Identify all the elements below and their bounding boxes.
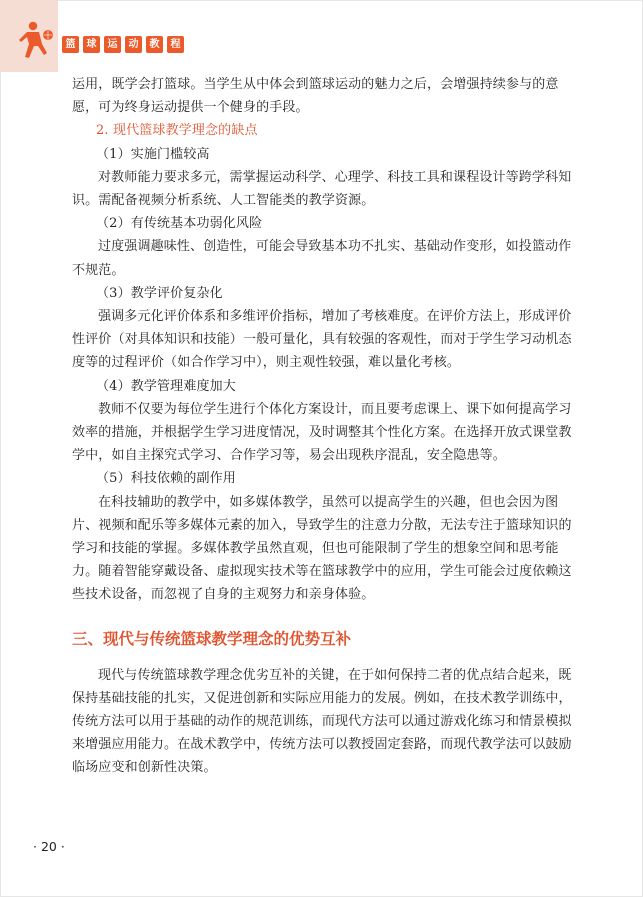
paragraph-item-3: 强调多元化评价体系和多维评价指标，增加了考核难度。在评价方法上，形成评价性评价（对具体知识和技能）一般可量化，具有较强的客观性，而对于学生学习动机态度等的过程评价（如合作学习中），则主观性较强，难以量化考核。: [72, 309, 572, 371]
title-char: 球: [83, 36, 100, 53]
paragraph-item-2: 过度强调趣味性、创造性，可能会导致基本功不扎实、基础动作变形，如投篮动作不规范。: [72, 239, 572, 278]
subheading-item-5: （5）科技依赖的副作用: [96, 471, 236, 487]
subheading-item-3: （3）教学评价复杂化: [96, 285, 223, 301]
title-char: 教: [146, 36, 163, 53]
subheading-disadvantages: 2. 现代篮球教学理念的缺点: [96, 123, 258, 139]
title-char: 程: [167, 36, 184, 53]
subheading-item-2: （2）有传统基本功弱化风险: [96, 216, 263, 232]
subheading-item-4: （4）教学管理难度加大: [96, 378, 236, 394]
paragraph-item-5: 在科技辅助的教学中，如多媒体教学，虽然可以提高学生的兴趣，但也会因为图片、视频和配乐等多媒体元素的加入，导致学生的注意力分散，无法专注于篮球知识的学习和技能的掌握。多媒体教学虽然直观，但也可能限制了学生的想象空间和思考能力。随着智能穿戴设备、虚拟现实技术等在篮球教学中的应用，学生可能会过度依赖这些技术设备，而忽视了自身的主观努力和亲身体验。: [72, 494, 572, 603]
paragraph-continuation: 运用，既学会打篮球。当学生从中体会到篮球运动的魅力之后，会增强持续参与的意愿，可为终身运动提供一个健身的手段。: [72, 77, 559, 116]
title-char: 篮: [62, 36, 79, 53]
paragraph-item-1: 对教师能力要求多元，需掌握运动科学、心理学、科技工具和课程设计等跨学科知识。需配备视频分析系统、人工智能类的教学资源。: [72, 169, 572, 209]
page-body: [72, 73, 582, 780]
book-series-title: [62, 36, 184, 53]
paragraph-section-3: 现代与传统篮球教学理念优劣互补的关键，在于如何保持二者的优点结合起来，既保持基础技能的扎实，又促进创新和实际应用能力的发展。例如，在技术教学训练中，传统方法可以用于基础的动作的规范训练，而现代方法可以通过游戏化练习和情景模拟来增强应用能力。在战术教学中，传统方法可以教授固定套路，而现代教学法可以鼓励临场应变和创新性决策。: [72, 667, 572, 776]
page-number: · 20 ·: [33, 839, 65, 854]
title-char: 动: [125, 36, 142, 53]
title-char: 运: [104, 36, 121, 53]
basketball-player-icon: [14, 20, 56, 62]
paragraph-item-4: 教师不仅要为每位学生进行个体化方案设计，而且要考虑课上、课下如何提高学习效率的措施，并根据学生学习进度情况，及时调整其个性化方案。在选择开放式课堂教学中，如自主探究式学习、合作学习等，易会出现秩序混乱，安全隐患等。: [72, 401, 572, 464]
subheading-item-1: （1）实施门槛较高: [96, 146, 210, 162]
section-heading: 三、现代与传统篮球教学理念的优势互补: [72, 629, 352, 648]
